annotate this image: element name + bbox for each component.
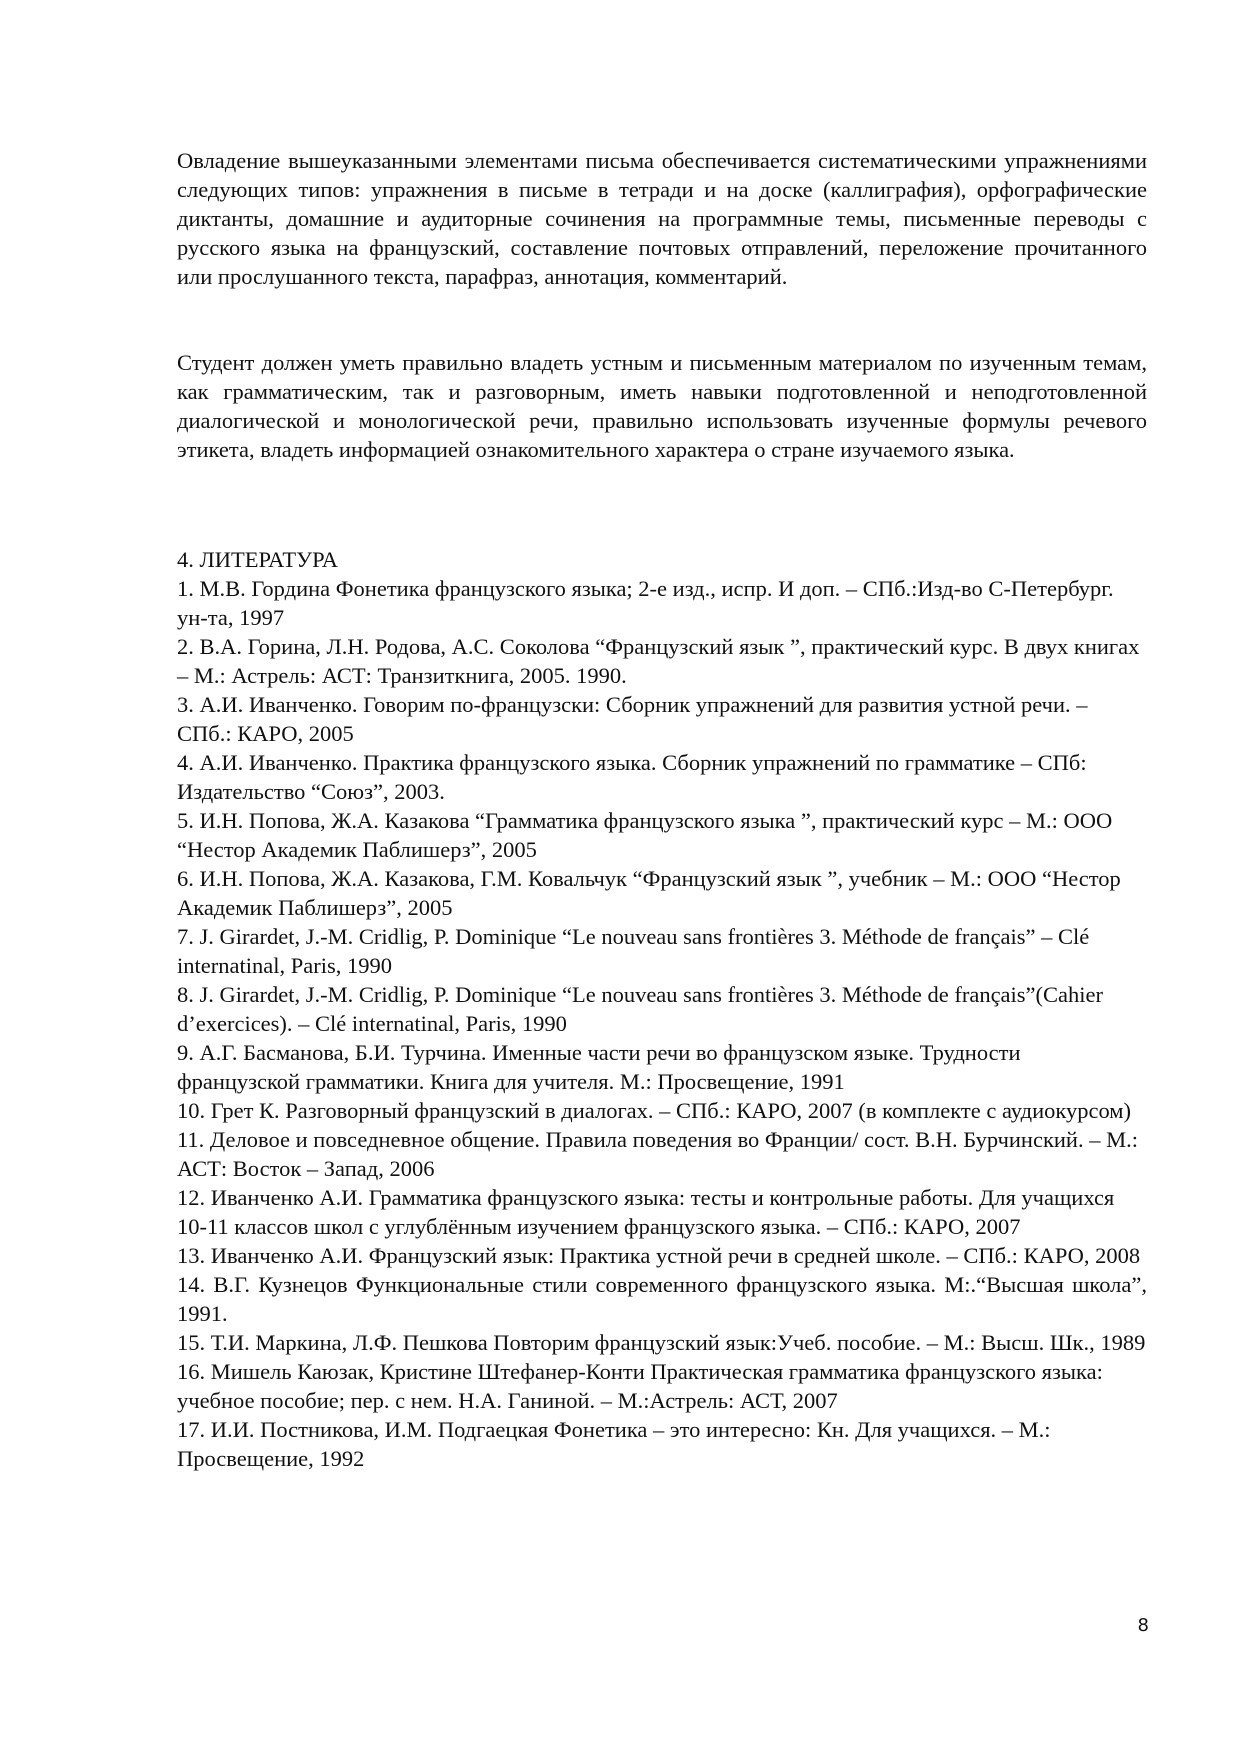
reference-item-12: 12. Иванченко А.И. Грамматика французского языка: тесты и контрольные работы. Для учащихся 10-11 классов школ с углублённым изучением французского языка. – СПб.: КАРО, 2007 xyxy=(177,1185,1115,1239)
reference-item-11: 11. Деловое и повседневное общение. Правила поведения во Франции/ сост. В.Н. Бурчинский. – М.: АСТ: Восток – Запад, 2006 xyxy=(177,1127,1138,1181)
paragraph-student-requirements: Студент должен уметь правильно владеть устным и письменным материалом по изученным темам, как грамматическим, так и разговорным, иметь навыки подготовленной и неподготовленной диалогической и монологической речи, правильно использовать изученные формулы речевого этикета, владеть информацией ознакомительного характера о стране изучаемого языка. xyxy=(177,350,1147,462)
reference-item-3: 3. А.И. Иванченко. Говорим по-французски: Сборник упражнений для развития устной речи. – СПб.: КАРО, 2005 xyxy=(177,692,1088,746)
reference-item-5: 5. И.Н. Попова, Ж.А. Казакова “Грамматика французского языка ”, практический курс – М.: ООО “Нестор Академик Паблишерз”, 2005 xyxy=(177,808,1113,862)
paragraph-writing-exercises: Овладение вышеуказанными элементами письма обеспечивается систематическими упражнениями следующих типов: упражнения в письме в тетради и на доске (каллиграфия), орфографические диктанты, домашние и аудиторные сочинения на программные темы, письменные переводы с русского языка на французский, составление почтовых отправлений, переложение прочитанного или прослушанного текста, парафраз, аннотация, комментарий. xyxy=(177,148,1147,289)
reference-item-4: 4. А.И. Иванченко. Практика французского языка. Сборник упражнений по грамматике – СПб: Издательство “Союз”, 2003. xyxy=(177,750,1087,804)
reference-list xyxy=(177,574,1147,1473)
literature-section xyxy=(177,545,1147,1473)
reference-item-16: 16. Мишель Каюзак, Кристине Штефанер-Конти Практическая грамматика французского языка: учебное пособие; пер. с нем. Н.А. Ганиной. – М.:Астрель: АСТ, 2007 xyxy=(177,1359,1103,1413)
reference-item-14: 14. В.Г. Кузнецов Функциональные стили современного французского языка. М:.“Высшая школа”, 1991. xyxy=(177,1272,1147,1326)
reference-item-8: 8. J. Girardet, J.-M. Cridlig, P. Dominique “Le nouveau sans frontières 3. Méthode de français”(Cahier d’exercices). – Clé internatinal, Paris, 1990 xyxy=(177,982,1104,1036)
page-number: 8 xyxy=(1137,1615,1149,1636)
reference-item-9: 9. А.Г. Басманова, Б.И. Турчина. Именные части речи во французском языке. Трудности французской грамматики. Книга для учителя. М.: Просвещение, 1991 xyxy=(177,1040,1021,1094)
reference-item-6: 6. И.Н. Попова, Ж.А. Казакова, Г.М. Ковальчук “Французский язык ”, учебник – М.: ООО “Нестор Академик Паблишерз”, 2005 xyxy=(177,866,1121,920)
reference-item-1: 1. М.В. Гордина Фонетика французского языка; 2-е изд., испр. И доп. – СПб.:Изд-во С-Петербург. ун-та, 1997 xyxy=(177,576,1114,630)
reference-item-13: 13. Иванченко А.И. Французский язык: Практика устной речи в средней школе. – СПб.: КАРО, 2008 xyxy=(177,1243,1141,1268)
reference-item-15: 15. Т.И. Маркина, Л.Ф. Пешкова Повторим французский язык:Учеб. пособие. – М.: Высш. Шк., 1989 xyxy=(177,1330,1146,1355)
reference-item-17: 17. И.И. Постникова, И.М. Подгаецкая Фонетика – это интересно: Кн. Для учащихся. – М.: Просвещение, 1992 xyxy=(177,1417,1051,1471)
reference-item-2: 2. В.А. Горина, Л.Н. Родова, А.С. Соколова “Французский язык ”, практический курс. В двух книгах – М.: Астрель: АСТ: Транзиткнига, 2005. 1990. xyxy=(177,634,1140,688)
reference-item-7: 7. J. Girardet, J.-M. Cridlig, P. Dominique “Le nouveau sans frontières 3. Méthode de français” – Clé internatinal, Paris, 1990 xyxy=(177,924,1090,978)
literature-heading: 4. ЛИТЕРАТУРА xyxy=(177,547,338,572)
reference-item-10: 10. Грет К. Разговорный французский в диалогах. – СПб.: КАРО, 2007 (в комплекте с аудиокурсом) xyxy=(177,1098,1132,1123)
